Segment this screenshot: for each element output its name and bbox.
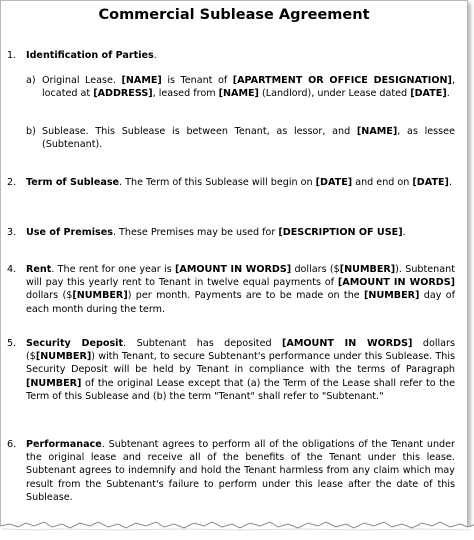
section-heading: Identification of Parties (26, 50, 154, 61)
section-text (26, 226, 455, 239)
text-run: ) with Tenant, to secure Subtenant's performance under this Sublease. This Security Deposit will be held by Tenant in compliance with the terms of Paragraph (26, 351, 455, 375)
section-text (26, 438, 455, 504)
section-number: 1. (7, 49, 16, 62)
text-run: (Landlord), under Lease dated (259, 88, 410, 99)
placeholder-field: [AMOUNT IN WORDS] (282, 338, 412, 349)
section-number: 6. (7, 438, 16, 451)
text-run: of the original Lease except that (a) the Term of the Lease shall refer to the Term of this Sublease and (b) the term "Tenant" shall refer to "Subtenant." (26, 378, 455, 402)
subsection-text (42, 125, 455, 151)
text-run: , leased from (153, 88, 219, 99)
text-run: , located at (42, 75, 455, 99)
placeholder-field: [DESCRIPTION OF USE] (278, 227, 402, 238)
text-run: Sublease. This Sublease is between Tenant, as lessor, and (42, 126, 357, 137)
placeholder-field: [NAME] (219, 88, 259, 99)
section-heading: Use of Premises (26, 227, 113, 238)
placeholder-field: [NAME] (357, 126, 397, 137)
text-run: . Subtenant has deposited (123, 338, 282, 349)
subsection-text (42, 74, 455, 100)
section-heading: Performanace (26, 439, 102, 450)
section-1-heading-row: 1. Identification of Parties. (1, 49, 467, 63)
text-run: dollars ($ (26, 338, 455, 362)
section-6 (1, 438, 467, 518)
placeholder-field: [NUMBER] (72, 290, 127, 301)
section-number: 4. (7, 263, 16, 276)
placeholder-field: [DATE] (412, 177, 449, 188)
placeholder-field: [AMOUNT IN WORDS] (338, 277, 455, 288)
subsection-label: a) (26, 74, 36, 87)
section-heading: Rent (26, 264, 51, 275)
placeholder-field: [NUMBER] (36, 351, 91, 362)
text-run: . The rent for one year is (51, 264, 175, 275)
section-number: 3. (7, 226, 16, 239)
placeholder-field: [AMOUNT IN WORDS] (175, 264, 291, 275)
section-1b (1, 125, 467, 153)
section-3 (1, 226, 467, 240)
section-text (26, 176, 455, 189)
torn-edge-decoration (0, 518, 474, 540)
text-run: . (403, 227, 406, 238)
document-title: Commercial Sublease Agreement (1, 7, 467, 23)
text-run: ) per month. Payments are to be made on the (128, 290, 364, 301)
section-heading: Security Deposit (26, 338, 123, 349)
text-run: . The Term of this Sublease will begin on (119, 177, 316, 188)
placeholder-field: [NAME] (121, 75, 161, 86)
text-run: dollars ($ (291, 264, 340, 275)
text-run: ). Subtenant will pay this yearly rent to Tenant in twelve equal payments of (26, 264, 455, 288)
placeholder-field: [NUMBER] (26, 378, 81, 389)
section-heading: Term of Sublease (26, 177, 119, 188)
text-run: . These Premises may be used for (113, 227, 278, 238)
subsection-label: b) (26, 125, 36, 138)
placeholder-field: [DATE] (316, 177, 353, 188)
section-number: 5. (7, 337, 16, 350)
text-run: . (447, 88, 450, 99)
text-run: and end on (352, 177, 412, 188)
text-run: is Tenant of (162, 75, 233, 86)
placeholder-field: [ADDRESS] (93, 88, 152, 99)
placeholder-field: [NUMBER] (364, 290, 419, 301)
section-2 (1, 176, 467, 204)
section-number: 2. (7, 176, 16, 189)
text-run: , as lessee (Subtenant). (42, 126, 455, 150)
section-text (26, 337, 455, 403)
placeholder-field: [APARTMENT OR OFFICE DESIGNATION] (233, 75, 452, 86)
section-text (26, 263, 455, 316)
text-run: Original Lease. (42, 75, 121, 86)
text-run: day of each month during the term. (26, 290, 455, 314)
text-run: . (449, 177, 452, 188)
text-run: dollars ($ (26, 290, 72, 301)
placeholder-field: [DATE] (410, 88, 447, 99)
placeholder-field: [NUMBER] (340, 264, 395, 275)
section-5 (1, 337, 467, 417)
section-4 (1, 263, 467, 319)
text-run: . Subtenant agrees to perform all of the obligations of the Tenant under the original lease and receive all of the benefits of the Tenant under this lease. Subtenant agrees to indemnify and hold the Tenant harmless from any claim which may result from the Subtenant's failure to perform under this lease after the date of this Sublease. (26, 439, 455, 503)
section-1a (1, 74, 467, 114)
